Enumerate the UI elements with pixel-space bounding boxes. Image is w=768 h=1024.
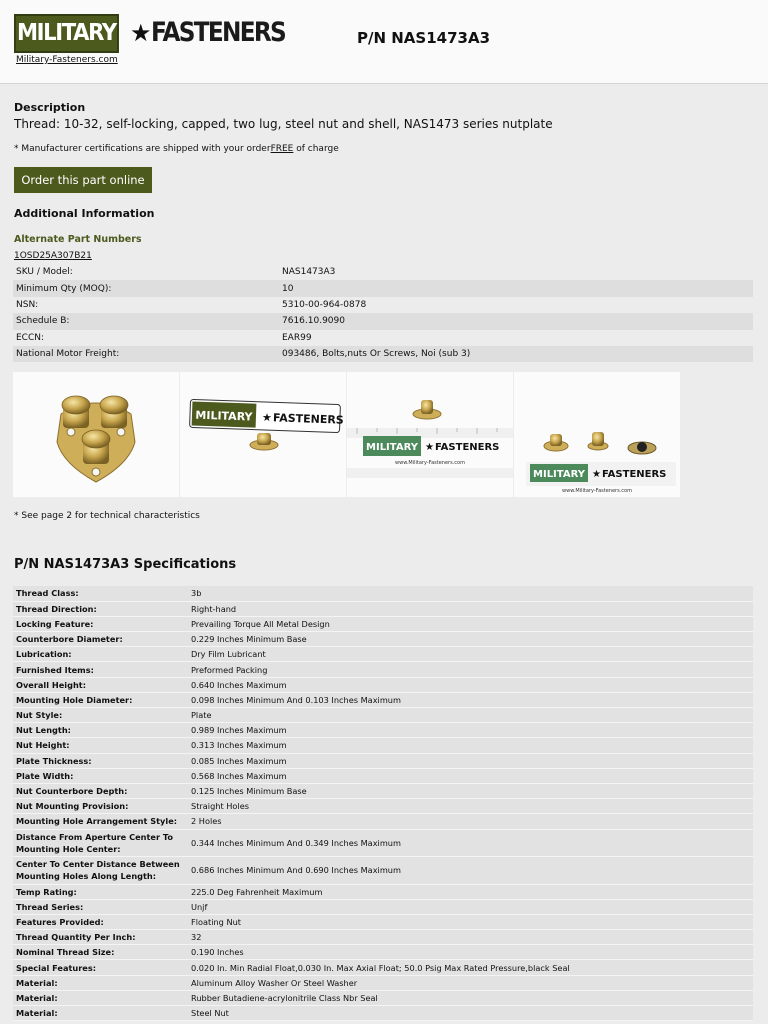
three-nutplates-image <box>514 372 680 497</box>
spec-label: Nut Counterbore Depth: <box>13 783 188 798</box>
spec-label: Mounting Hole Diameter: <box>13 692 188 707</box>
spec-row <box>13 930 753 945</box>
spec-row <box>13 601 753 616</box>
spec-value: 0.125 Inches Minimum Base <box>188 783 753 798</box>
specifications-table <box>13 586 753 1021</box>
info-value: 093486, Bolts,nuts Or Screws, Noi (sub 3) <box>279 346 753 362</box>
info-value: 5310-00-964-0878 <box>282 299 367 310</box>
additional-info-heading: Additional Information <box>14 207 155 220</box>
spec-label: Counterbore Diameter: <box>13 632 188 647</box>
spec-row <box>13 899 753 914</box>
spec-label: Nut Length: <box>13 723 188 738</box>
photo4-banner-star: ★ <box>592 469 601 480</box>
product-photo-4[interactable] <box>514 372 680 497</box>
certification-suffix: of charge <box>293 144 339 154</box>
spec-value: 0.229 Inches Minimum Base <box>188 632 753 647</box>
spec-value: 0.568 Inches Maximum <box>188 768 753 783</box>
info-value: 10 <box>279 280 753 296</box>
spec-value: 0.344 Inches Minimum And 0.349 Inches Maximum <box>188 829 753 857</box>
spec-row <box>13 662 753 677</box>
photo3-banner-right: FASTENERS <box>435 442 500 453</box>
spec-value: 0.085 Inches Maximum <box>188 753 753 768</box>
spec-value: 0.313 Inches Maximum <box>188 738 753 753</box>
spec-row <box>13 708 753 723</box>
spec-row <box>13 586 753 601</box>
description-text: Thread: 10-32, self-locking, capped, two lug, steel nut and shell, NAS1473 series nutplate <box>14 117 553 131</box>
spec-label: Material: <box>13 1006 188 1021</box>
photo4-banner-right: FASTENERS <box>602 469 667 480</box>
spec-label: Temp Rating: <box>13 884 188 899</box>
spec-label: Mounting Hole Arrangement Style: <box>13 814 188 829</box>
logo-military-box: MILITARY <box>14 14 119 53</box>
spec-label: Nut Style: <box>13 708 188 723</box>
spec-value: Unjf <box>188 899 753 914</box>
spec-value: 0.098 Inches Minimum And 0.103 Inches Maximum <box>188 692 753 707</box>
photo4-banner-left: MILITARY <box>533 469 585 480</box>
product-photo-1[interactable] <box>13 372 179 497</box>
spec-value: 2 Holes <box>188 814 753 829</box>
photo2-banner-right: FASTENERS <box>272 411 344 427</box>
spec-value: Preformed Packing <box>188 662 753 677</box>
nutplate-cluster-image <box>13 372 179 497</box>
spec-label: Distance From Aperture Center To Mounting Hole Center: <box>13 829 188 857</box>
product-photo-gallery <box>13 372 682 497</box>
spec-row <box>13 723 753 738</box>
alternate-part-number-link[interactable]: 1OSD25A307B21 <box>14 251 92 261</box>
info-value: NAS1473A3 <box>282 267 336 278</box>
spec-row <box>13 857 753 885</box>
spec-row <box>13 647 753 662</box>
photo3-banner-left: MILITARY <box>366 442 418 453</box>
logo-fasteners-word: FASTENERS <box>151 17 286 48</box>
spec-label: Overall Height: <box>13 677 188 692</box>
spec-label: Nut Mounting Provision: <box>13 799 188 814</box>
photo2-banner-star: ★ <box>261 410 273 425</box>
spec-label: Material: <box>13 990 188 1005</box>
spec-value: 0.190 Inches <box>188 945 753 960</box>
spec-value: 0.640 Inches Maximum <box>188 677 753 692</box>
product-photo-2[interactable] <box>180 372 346 497</box>
order-part-button[interactable]: Order this part online <box>14 167 152 193</box>
certification-prefix: * Manufacturer certifications are shipped with your order <box>14 144 271 154</box>
spec-label: Plate Width: <box>13 768 188 783</box>
specifications-title: P/N NAS1473A3 Specifications <box>14 557 237 572</box>
spec-label: Furnished Items: <box>13 662 188 677</box>
spec-row <box>13 799 753 814</box>
certification-note <box>14 144 339 154</box>
spec-value: Rubber Butadiene-acrylonitrile Class Nbr Seal <box>188 990 753 1005</box>
spec-row <box>13 884 753 899</box>
spec-label: Thread Direction: <box>13 601 188 616</box>
header-part-number: P/N NAS1473A3 <box>357 29 491 47</box>
spec-row <box>13 914 753 929</box>
info-row <box>13 346 753 362</box>
spec-row <box>13 814 753 829</box>
info-value: EAR99 <box>282 332 312 343</box>
info-row <box>13 313 753 329</box>
info-label: Minimum Qty (MOQ): <box>13 280 279 296</box>
product-photo-3[interactable] <box>347 372 513 497</box>
spec-value: 32 <box>188 930 753 945</box>
spec-value: 225.0 Deg Fahrenheit Maximum <box>188 884 753 899</box>
spec-row <box>13 753 753 768</box>
spec-row <box>13 768 753 783</box>
photo2-banner-left: MILITARY <box>195 408 253 424</box>
info-value: 7616.10.9090 <box>279 313 753 329</box>
info-row <box>13 330 753 346</box>
spec-value: Prevailing Torque All Metal Design <box>188 616 753 631</box>
spec-row <box>13 829 753 857</box>
spec-row <box>13 990 753 1005</box>
spec-row <box>13 692 753 707</box>
spec-value: Dry Film Lubricant <box>188 647 753 662</box>
info-label: NSN: <box>16 299 39 310</box>
technical-characteristics-note: * See page 2 for technical characteristics <box>14 511 200 521</box>
spec-value: Straight Holes <box>188 799 753 814</box>
info-label: SKU / Model: <box>16 267 73 278</box>
free-link[interactable]: FREE <box>270 144 294 154</box>
spec-label: Center To Center Distance Between Mounting Holes Along Length: <box>13 857 188 885</box>
info-label: National Motor Freight: <box>13 346 279 362</box>
spec-label: Locking Feature: <box>13 616 188 631</box>
spec-label: Features Provided: <box>13 914 188 929</box>
spec-label: Nominal Thread Size: <box>13 945 188 960</box>
logo-star-icon: ★ <box>130 19 152 47</box>
spec-row <box>13 1006 753 1021</box>
info-label: Schedule B: <box>13 313 279 329</box>
ruler-scale-image <box>347 372 513 497</box>
info-label: ECCN: <box>16 332 45 343</box>
spec-value: 0.020 In. Min Radial Float,0.030 In. Max Axial Float; 50.0 Psig Max Rated Pressure,black Seal <box>188 960 753 975</box>
spec-label: Lubrication: <box>13 647 188 662</box>
spec-row <box>13 960 753 975</box>
spec-label: Plate Thickness: <box>13 753 188 768</box>
spec-row <box>13 945 753 960</box>
spec-label: Thread Class: <box>13 586 188 601</box>
spec-label: Special Features: <box>13 960 188 975</box>
spec-value: 3b <box>188 586 753 601</box>
photo4-site-caption: www.Military-Fasteners.com <box>562 488 632 494</box>
logo-banner-image <box>180 372 346 497</box>
spec-row <box>13 738 753 753</box>
spec-value: 0.686 Inches Minimum And 0.690 Inches Maximum <box>188 857 753 885</box>
photo3-banner-star: ★ <box>425 442 434 453</box>
spec-value: Steel Nut <box>188 1006 753 1021</box>
info-row <box>13 280 753 296</box>
spec-value: Aluminum Alloy Washer Or Steel Washer <box>188 975 753 990</box>
spec-label: Nut Height: <box>13 738 188 753</box>
spec-row <box>13 632 753 647</box>
page-header <box>0 0 768 84</box>
spec-row <box>13 616 753 631</box>
photo3-site-caption: www.Military-Fasteners.com <box>395 460 465 466</box>
spec-label: Material: <box>13 975 188 990</box>
spec-value: Floating Nut <box>188 914 753 929</box>
spec-row <box>13 783 753 798</box>
site-logo[interactable] <box>14 14 286 54</box>
spec-label: Thread Quantity Per Inch: <box>13 930 188 945</box>
info-row <box>13 264 753 280</box>
description-heading: Description <box>14 101 86 114</box>
spec-value: Right-hand <box>188 601 753 616</box>
spec-value: Plate <box>188 708 753 723</box>
site-home-link[interactable]: Military-Fasteners.com <box>16 55 118 65</box>
info-row <box>13 297 753 313</box>
spec-value: 0.989 Inches Maximum <box>188 723 753 738</box>
spec-row <box>13 677 753 692</box>
spec-label: Thread Series: <box>13 899 188 914</box>
alternate-part-numbers-title: Alternate Part Numbers <box>14 234 142 245</box>
spec-row <box>13 975 753 990</box>
additional-info-table <box>13 264 753 362</box>
